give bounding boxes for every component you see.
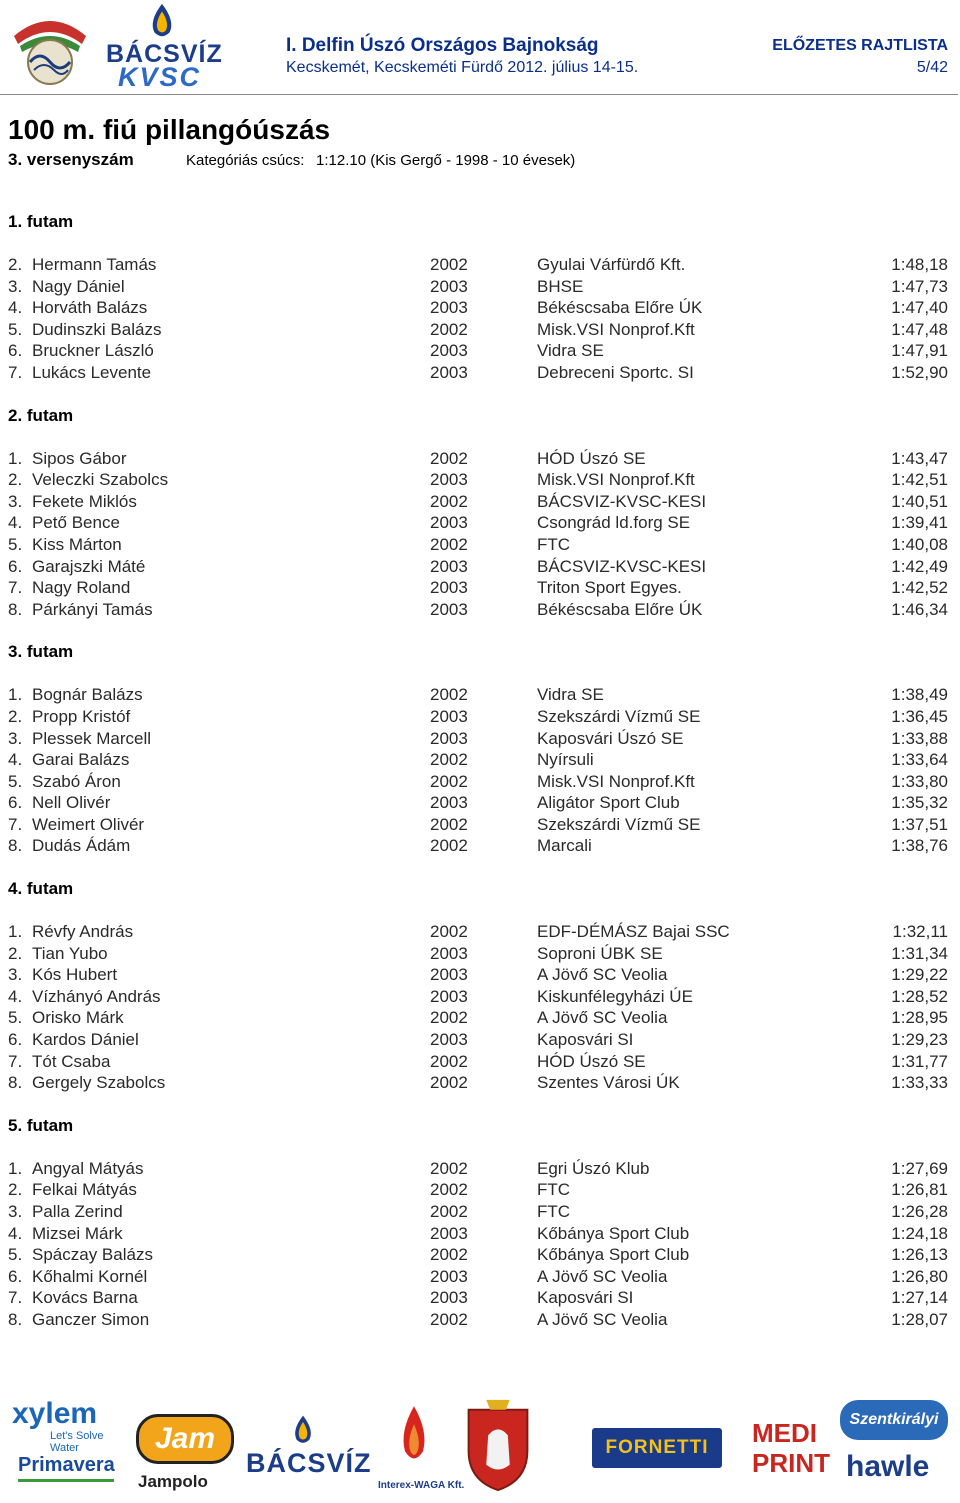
club-name: Marcali: [537, 836, 592, 856]
hawle-logo: [846, 1450, 946, 1494]
table-row: [0, 943, 960, 965]
swimmer-name: Dudás Ádám: [32, 836, 131, 856]
bacsviz-kvsc-logo: [104, 2, 226, 92]
swimmer-name: Kardos Dániel: [32, 1030, 139, 1050]
table-row: [0, 835, 960, 857]
lane: 5.: [8, 771, 23, 791]
club-name: Gyulai Várfürdő Kft.: [537, 255, 686, 274]
swimmer-name: Bruckner László: [32, 341, 154, 361]
lane: 4.: [8, 986, 23, 1006]
lane: 7.: [8, 362, 23, 382]
table-row: [0, 1158, 960, 1180]
entry-time: 1:40,51: [891, 491, 948, 511]
club-name: HÓD Úszó SE: [537, 448, 646, 468]
lane: 2.: [8, 943, 23, 963]
club-name: Szentes Városi ÚK: [537, 1073, 680, 1093]
birth-year: 2003: [430, 1266, 468, 1286]
club-name: A Jövő SC Veolia: [537, 965, 668, 985]
lane: 6.: [8, 341, 23, 361]
table-row: [0, 319, 960, 341]
competition-venue-date: Kecskemét, Kecskeméti Fürdő 2012. július 14-15.: [286, 59, 639, 76]
swimmer-name: Garajszki Máté: [32, 556, 146, 576]
club-name: Debreceni Sportc. SI: [537, 362, 694, 382]
entry-time: 1:42,49: [891, 556, 948, 576]
lane: 3.: [8, 1202, 23, 1221]
swimmer-name: Horváth Balázs: [32, 298, 148, 318]
lane: 5.: [8, 534, 23, 554]
lane: 1.: [8, 448, 23, 468]
entry-time: 1:33,33: [891, 1073, 948, 1093]
competition-title: I. Delfin Úszó Országos Bajnokság: [286, 35, 599, 56]
swimmer-name: Nell Olivér: [32, 793, 111, 813]
record-value: 1:12.10 (Kis Gergő - 1998 - 10 évesek): [316, 152, 576, 169]
primavera-logo: [18, 1454, 128, 1494]
birth-year: 2003: [430, 793, 468, 813]
flame-icon: [396, 1400, 432, 1472]
lane: 2.: [8, 706, 23, 726]
primavera-swoosh: [18, 1479, 114, 1482]
table-row: [0, 491, 960, 513]
jam-badge: [136, 1414, 234, 1464]
bacsviz-wordmark: BÁCSVÍZ: [106, 40, 223, 68]
club-name: BHSE: [537, 276, 584, 296]
table-row: [0, 1072, 960, 1094]
heat-title: 3. futam: [8, 642, 74, 662]
club-name: Szekszárdi Vízmű SE: [537, 706, 701, 726]
entry-time: 1:39,41: [891, 513, 948, 533]
swimmer-name: Gergely Szabolcs: [32, 1073, 166, 1093]
swimmer-name: Kőhalmi Kornél: [32, 1266, 148, 1286]
table-row: [0, 814, 960, 836]
table-row: [0, 964, 960, 986]
swimmer-name: Lukács Levente: [32, 362, 152, 382]
swimmer-name: Propp Kristóf: [32, 706, 131, 726]
club-name: BÁCSVIZ-KVSC-KESI: [537, 491, 707, 511]
club-name: EDF-DÉMÁSZ Bajai SSC: [537, 922, 730, 942]
club-name: BÁCSVIZ-KVSC-KESI: [537, 556, 707, 576]
birth-year: 2003: [430, 556, 468, 576]
entry-time: 1:26,28: [891, 1202, 948, 1221]
heat-title: 1. futam: [8, 212, 74, 231]
table-row: [0, 599, 960, 621]
lane: 6.: [8, 1266, 23, 1286]
club-name: A Jövő SC Veolia: [537, 1309, 668, 1329]
birth-year: 2003: [430, 470, 468, 490]
swimmer-name: Révfy András: [32, 922, 134, 942]
lane: 2.: [8, 1180, 23, 1200]
entry-time: 1:42,51: [891, 470, 948, 490]
table-row: [0, 1244, 960, 1266]
club-name: FTC: [537, 1180, 571, 1200]
lane: 5.: [8, 319, 23, 339]
swimmer-name: Kós Hubert: [32, 965, 118, 985]
entry-time: 1:27,14: [891, 1288, 948, 1308]
birth-year: 2002: [430, 814, 468, 834]
drop-icon: [142, 2, 182, 40]
table-row: [0, 254, 960, 276]
table-row: [0, 1201, 960, 1223]
lane: 4.: [8, 750, 23, 770]
entry-time: 1:47,73: [891, 276, 948, 296]
event-title: 100 m. fiú pillangóúszás: [8, 114, 331, 145]
lane: 4.: [8, 298, 23, 318]
lane: 2.: [8, 470, 23, 490]
entry-time: 1:36,45: [891, 706, 948, 726]
birth-year: 2002: [430, 1008, 468, 1028]
birth-year: 2002: [430, 685, 468, 705]
xylem-logo: [12, 1397, 132, 1454]
primavera-wordmark: Primavera: [18, 1454, 115, 1476]
event-info: [8, 150, 575, 170]
lane: 7.: [8, 578, 23, 598]
swimmer-name: Kiss Márton: [32, 534, 122, 554]
szentkiralyi-wordmark: Szentkirályi: [849, 1411, 939, 1428]
club-name: A Jövő SC Veolia: [537, 1266, 668, 1286]
birth-year: 2002: [430, 1245, 468, 1265]
swimmer-name: Hermann Tamás: [32, 255, 157, 274]
entry-time: 1:52,90: [891, 362, 948, 382]
entry-time: 1:33,64: [891, 750, 948, 770]
entry-time: 1:42,52: [891, 578, 948, 598]
club-name: Aligátor Sport Club: [537, 793, 680, 813]
club-name: Vidra SE: [537, 685, 604, 705]
entry-time: 1:46,34: [891, 599, 948, 619]
jam-wordmark: Jam: [154, 1422, 216, 1455]
sponsor-logos: [0, 1392, 960, 1502]
lane: 2.: [8, 255, 23, 274]
table-row: [0, 749, 960, 771]
birth-year: 2003: [430, 728, 468, 748]
club-name: Kaposvári SI: [537, 1030, 634, 1050]
birth-year: 2003: [430, 965, 468, 985]
entry-time: 1:26,13: [891, 1245, 948, 1265]
club-name: Misk.VSI Nonprof.Kft: [537, 470, 695, 490]
club-name: Nyírsuli: [537, 750, 594, 770]
birth-year: 2003: [430, 986, 468, 1006]
fornetti-logo: [592, 1428, 722, 1468]
xylem-tagline: Let's Solve Water: [50, 1430, 104, 1454]
entry-time: 1:27,69: [891, 1158, 948, 1178]
coat-of-arms-icon: [458, 1396, 538, 1494]
swimmer-name: Plessek Marcell: [32, 728, 152, 748]
birth-year: 2003: [430, 578, 468, 598]
swimmer-name: Szabó Áron: [32, 771, 121, 791]
birth-year: 2003: [430, 943, 468, 963]
lane: 3.: [8, 965, 23, 985]
birth-year: 2002: [430, 534, 468, 554]
bacsviz-sponsor-wordmark: BÁCSVÍZ: [246, 1448, 372, 1478]
entry-time: 1:33,80: [891, 771, 948, 791]
table-row: [0, 1051, 960, 1073]
jampolo-logo: [136, 1414, 236, 1494]
table-row: [0, 276, 960, 298]
table-row: [0, 921, 960, 943]
club-name: Kiskunfélegyházi ÚE: [537, 986, 693, 1006]
medi-wordmark: MEDI: [752, 1418, 817, 1448]
table-row: [0, 771, 960, 793]
record-label: Kategóriás csúcs:: [186, 152, 305, 169]
entry-time: 1:47,91: [891, 341, 948, 361]
lane: 8.: [8, 599, 23, 619]
lane: 3.: [8, 491, 23, 511]
entry-time: 1:48,18: [891, 255, 948, 274]
club-name: Kőbánya Sport Club: [537, 1245, 690, 1265]
swimmer-name: Angyal Mátyás: [32, 1158, 144, 1178]
table-row: [0, 986, 960, 1008]
table-row: [0, 1029, 960, 1051]
birth-year: 2002: [430, 922, 468, 942]
xylem-wordmark: xylem: [12, 1397, 98, 1430]
fornetti-wordmark: FORNETTI: [605, 1437, 709, 1458]
table-row: [0, 512, 960, 534]
kvsc-wordmark: KVSC: [118, 62, 202, 92]
swimmer-name: Veleczki Szabolcs: [32, 470, 169, 490]
entry-time: 1:33,88: [891, 728, 948, 748]
birth-year: 2002: [430, 1202, 468, 1221]
club-name: Kőbánya Sport Club: [537, 1223, 690, 1243]
club-name: Vidra SE: [537, 341, 604, 361]
swimmer-name: Garai Balázs: [32, 750, 130, 770]
entry-time: 1:35,32: [891, 793, 948, 813]
table-row: [0, 362, 960, 384]
entry-time: 1:29,23: [891, 1030, 948, 1050]
table-row: [0, 297, 960, 319]
entry-time: 1:32,11: [892, 922, 948, 942]
table-row: [0, 469, 960, 491]
birth-year: 2003: [430, 706, 468, 726]
birth-year: 2002: [430, 255, 468, 274]
lane: 5.: [8, 1008, 23, 1028]
hawle-wordmark: hawle: [846, 1450, 930, 1483]
entry-time: 1:40,08: [891, 534, 948, 554]
club-name: FTC: [537, 1202, 571, 1221]
lane: 6.: [8, 793, 23, 813]
birth-year: 2002: [430, 1073, 468, 1093]
federation-logo: [4, 4, 96, 90]
birth-year: 2003: [430, 341, 468, 361]
entry-time: 1:28,95: [891, 1008, 948, 1028]
lane: 5.: [8, 1245, 23, 1265]
birth-year: 2002: [430, 1158, 468, 1178]
table-row: [0, 1007, 960, 1029]
heat-title: 5. futam: [8, 1115, 74, 1135]
birth-year: 2002: [430, 1309, 468, 1329]
club-name: Egri Úszó Klub: [537, 1158, 650, 1178]
table-row: [0, 448, 960, 470]
swimmer-name: Sipos Gábor: [32, 448, 127, 468]
table-row: [0, 728, 960, 750]
table-row: [0, 534, 960, 556]
lane: 3.: [8, 276, 23, 296]
entry-time: 1:43,47: [891, 448, 948, 468]
club-name: HÓD Úszó SE: [537, 1051, 646, 1071]
interex-waga-logo: [378, 1400, 465, 1496]
birth-year: 2003: [430, 298, 468, 318]
lane: 3.: [8, 728, 23, 748]
swimmer-name: Tian Yubo: [32, 943, 108, 963]
swimmer-name: Mizsei Márk: [32, 1223, 123, 1243]
lane: 4.: [8, 1223, 23, 1243]
birth-year: 2002: [430, 771, 468, 791]
medi-print-logo: [752, 1418, 832, 1486]
header-divider: [0, 94, 958, 95]
entry-time: 1:38,49: [891, 685, 948, 705]
lane: 1.: [8, 922, 23, 942]
birth-year: 2002: [430, 1051, 468, 1071]
entry-time: 1:47,40: [891, 298, 948, 318]
lane: 7.: [8, 814, 23, 834]
swimmer-name: Párkányi Tamás: [32, 599, 153, 619]
swimmer-name: Fekete Miklós: [32, 491, 137, 511]
swimmer-name: Palla Zerind: [32, 1202, 123, 1221]
swimmer-name: Nagy Roland: [32, 578, 131, 598]
lane: 6.: [8, 1030, 23, 1050]
table-row: [0, 1309, 960, 1331]
entry-time: 1:38,76: [891, 836, 948, 856]
entry-time: 1:28,07: [891, 1309, 948, 1329]
table-row: [0, 1179, 960, 1201]
table-row: [0, 1266, 960, 1288]
table-row: [0, 1223, 960, 1245]
swimmer-name: Tót Csaba: [32, 1051, 111, 1071]
birth-year: 2003: [430, 1223, 468, 1243]
birth-year: 2003: [430, 1030, 468, 1050]
szentkiralyi-logo: [840, 1400, 948, 1440]
club-name: Szekszárdi Vízmű SE: [537, 814, 701, 834]
swimmer-name: Weimert Olivér: [32, 814, 145, 834]
club-name: Kaposvári Úszó SE: [537, 728, 684, 748]
entry-time: 1:47,48: [891, 319, 948, 339]
swimmer-name: Ganczer Simon: [32, 1309, 150, 1329]
lane: 4.: [8, 513, 23, 533]
birth-year: 2003: [430, 362, 468, 382]
club-name: Triton Sport Egyes.: [537, 578, 682, 598]
lane: 1.: [8, 685, 23, 705]
entry-time: 1:31,34: [891, 943, 948, 963]
club-name: FTC: [537, 534, 571, 554]
jampolo-wordmark: Jampolo: [138, 1472, 208, 1491]
club-name: Misk.VSI Nonprof.Kft: [537, 319, 695, 339]
bacsviz-sponsor-logo: [244, 1414, 372, 1494]
entry-time: 1:28,52: [891, 986, 948, 1006]
lane: 8.: [8, 1309, 23, 1329]
lane: 7.: [8, 1288, 23, 1308]
table-row: [0, 684, 960, 706]
lane: 7.: [8, 1051, 23, 1071]
birth-year: 2002: [430, 491, 468, 511]
birth-year: 2003: [430, 1288, 468, 1308]
swimmer-name: Pető Bence: [32, 513, 120, 533]
entry-time: 1:26,81: [891, 1180, 948, 1200]
lane: 8.: [8, 1073, 23, 1093]
entry-time: 1:31,77: [891, 1051, 948, 1071]
birth-year: 2002: [430, 319, 468, 339]
swimmer-name: Orisko Márk: [32, 1008, 124, 1028]
entry-time: 1:26,80: [891, 1266, 948, 1286]
swimmer-name: Bognár Balázs: [32, 685, 143, 705]
entry-time: 1:24,18: [891, 1223, 948, 1243]
heat-title: 2. futam: [8, 405, 74, 425]
club-name: Békéscsaba Előre ÚK: [537, 298, 703, 318]
heat-title: 4. futam: [8, 879, 74, 899]
club-name: A Jövő SC Veolia: [537, 1008, 668, 1028]
interex-wordmark: Interex-WAGA Kft.: [378, 1480, 465, 1491]
birth-year: 2002: [430, 448, 468, 468]
birth-year: 2003: [430, 599, 468, 619]
page-header: [0, 0, 960, 96]
club-name: Csongrád ld.forg SE: [537, 513, 691, 533]
entry-time: 1:37,51: [891, 814, 948, 834]
club-name: Soproni ÚBK SE: [537, 943, 663, 963]
table-row: [0, 792, 960, 814]
table-row: [0, 340, 960, 362]
swimmer-name: Spáczay Balázs: [32, 1245, 153, 1265]
lane: 6.: [8, 556, 23, 576]
birth-year: 2002: [430, 1180, 468, 1200]
swimmer-name: Felkai Mátyás: [32, 1180, 137, 1200]
table-row: [0, 577, 960, 599]
club-name: Békéscsaba Előre ÚK: [537, 599, 703, 619]
drop-icon: [286, 1414, 320, 1446]
document-type: ELŐZETES RAJTLISTA: [772, 37, 948, 54]
swimmer-name: Vízhányó András: [32, 986, 161, 1006]
print-wordmark: PRINT: [752, 1448, 830, 1478]
table-row: [0, 706, 960, 728]
lane: 8.: [8, 836, 23, 856]
club-name: Misk.VSI Nonprof.Kft: [537, 771, 695, 791]
heats-list: [0, 190, 960, 1331]
entry-time: 1:29,22: [891, 965, 948, 985]
lane: 1.: [8, 1158, 23, 1178]
club-name: Kaposvári SI: [537, 1288, 634, 1308]
birth-year: 2002: [430, 836, 468, 856]
event-number: 3. versenyszám: [8, 150, 134, 169]
swimmer-name: Nagy Dániel: [32, 276, 125, 296]
swimmer-name: Kovács Barna: [32, 1288, 138, 1308]
birth-year: 2002: [430, 750, 468, 770]
page-number: 5/42: [916, 59, 948, 76]
table-row: [0, 1287, 960, 1309]
table-row: [0, 556, 960, 578]
birth-year: 2003: [430, 513, 468, 533]
swimmer-name: Dudinszki Balázs: [32, 319, 162, 339]
birth-year: 2003: [430, 276, 468, 296]
